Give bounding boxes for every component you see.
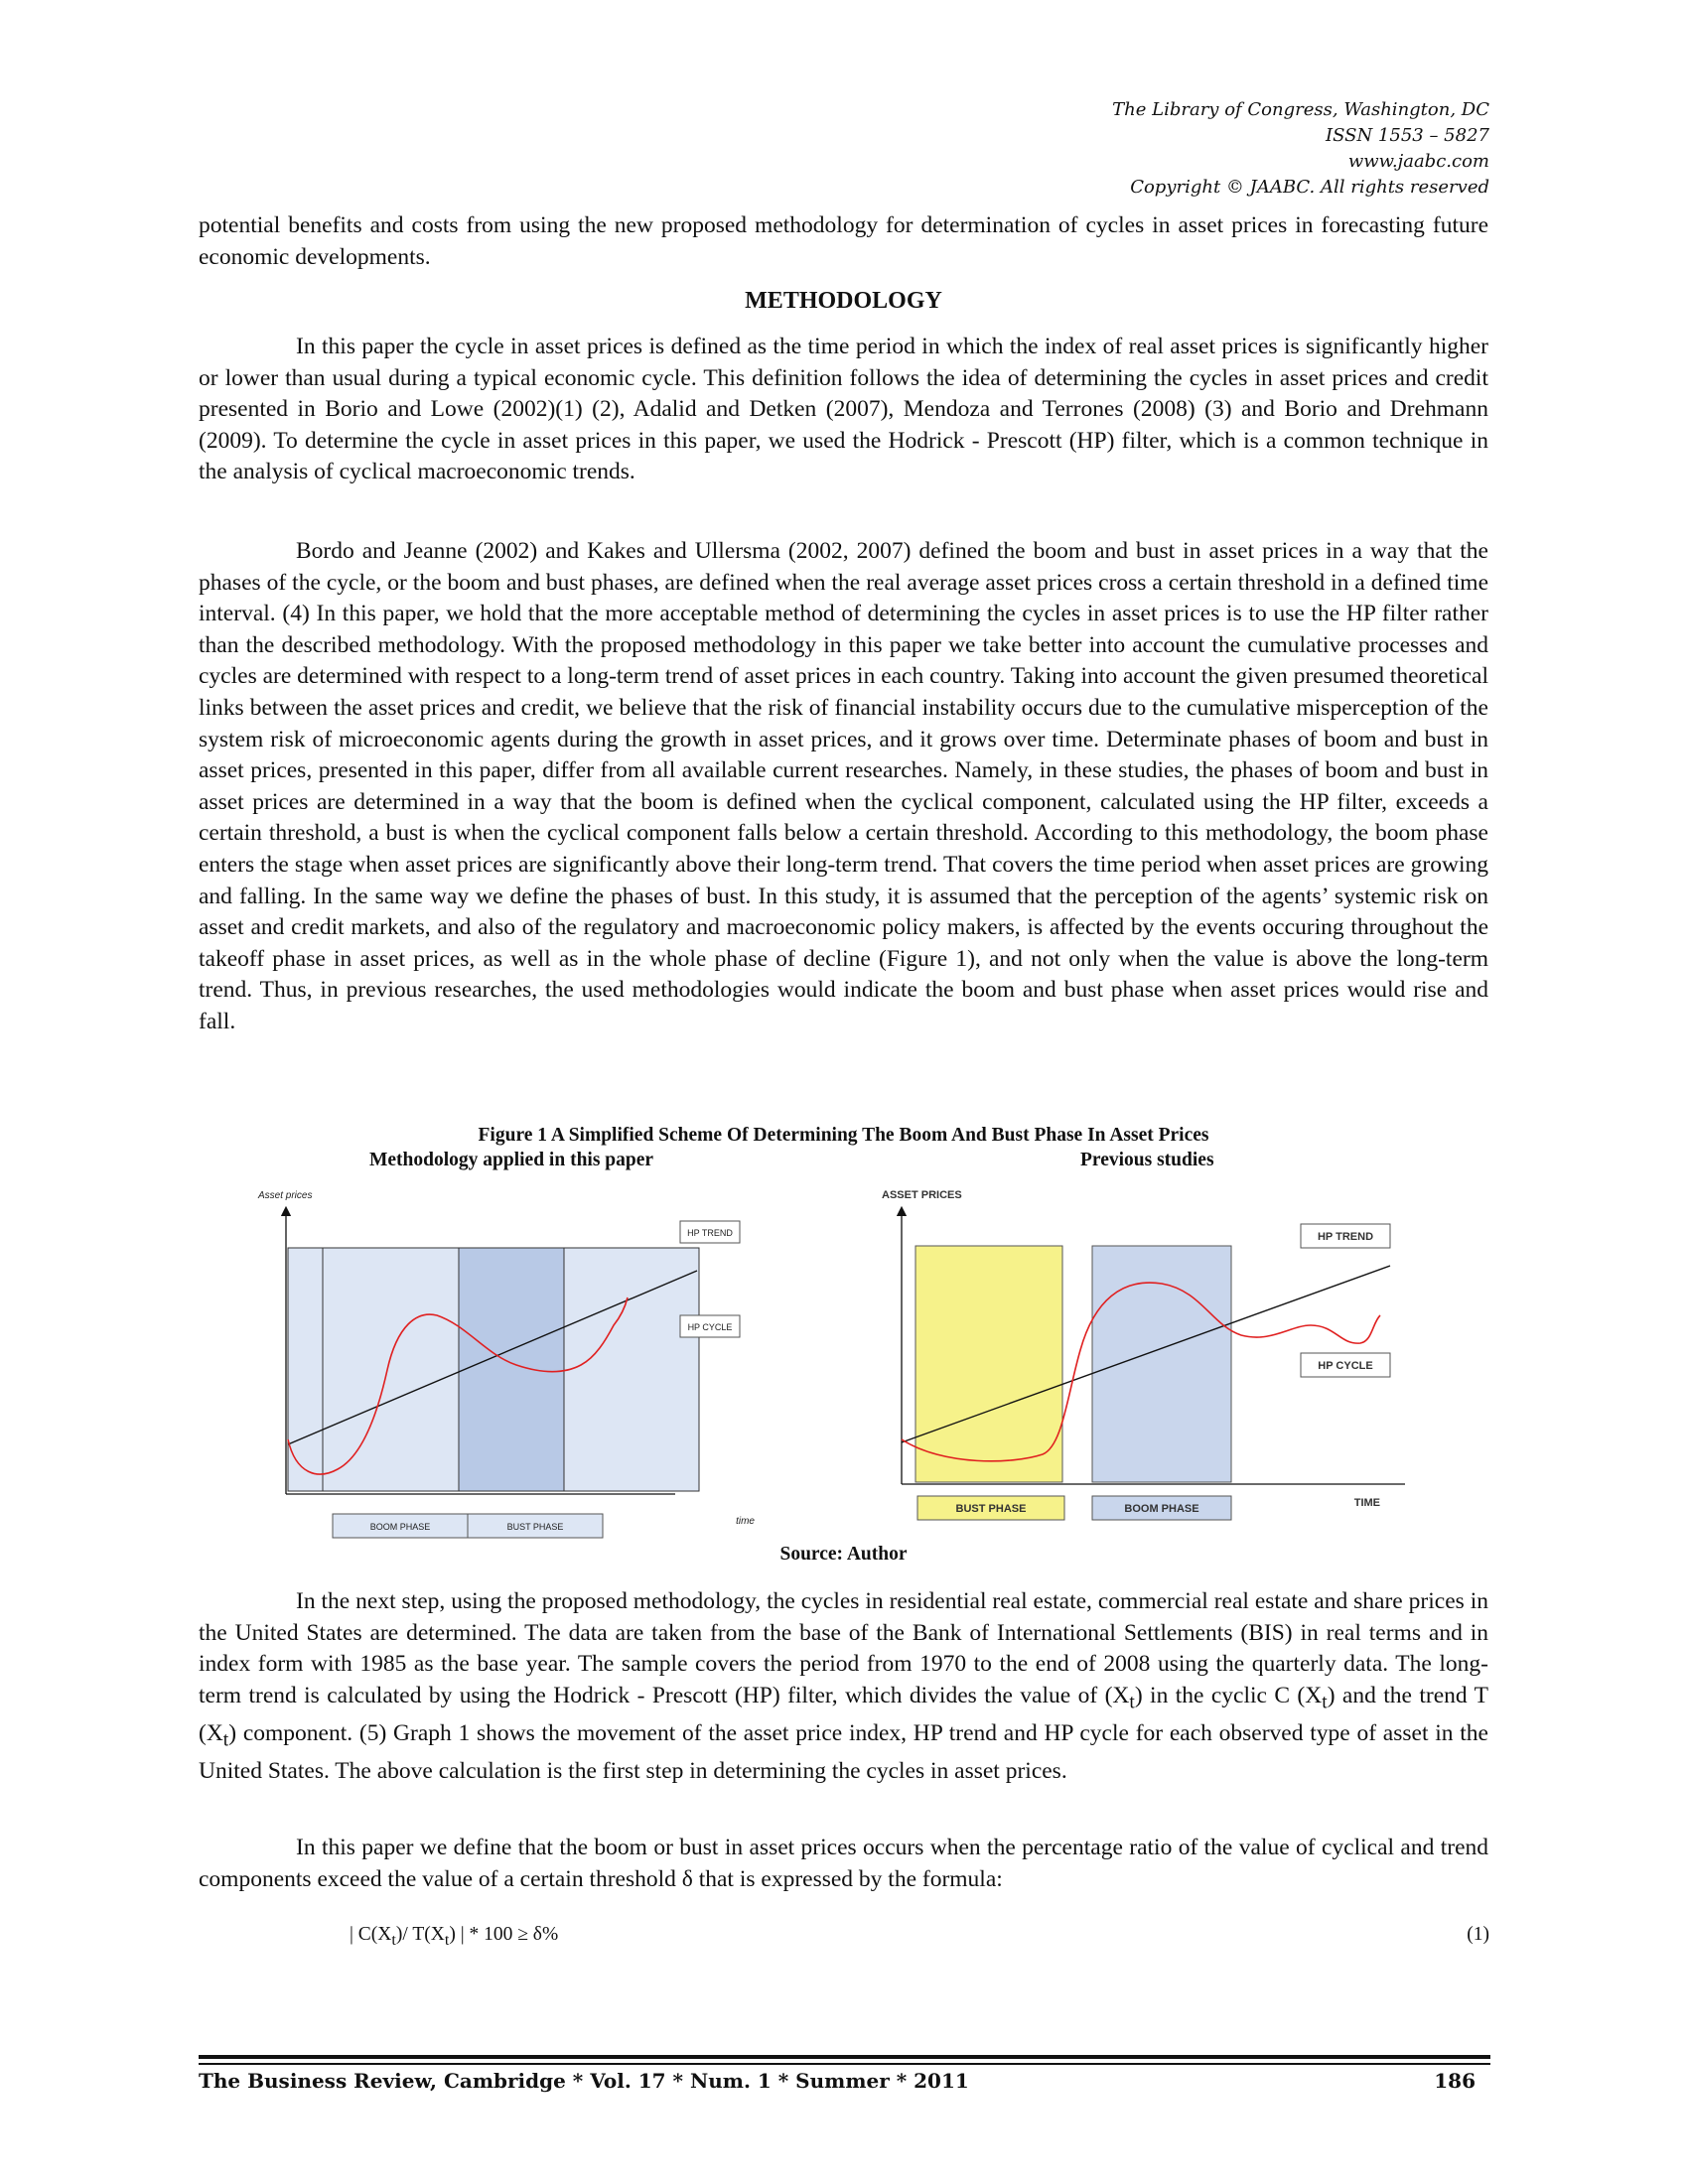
bust-region <box>459 1248 564 1491</box>
bust-phase-label: BUST PHASE <box>506 1522 564 1532</box>
section-heading: METHODOLOGY <box>745 288 942 314</box>
figure-right-panel <box>864 1176 1420 1544</box>
header-line-3: www.jaabc.com <box>1347 151 1489 172</box>
hp-trend-label: HP TREND <box>687 1228 733 1238</box>
footer-rule-thick <box>199 2055 1490 2059</box>
boom-phase-label: BOOM PHASE <box>1124 1503 1199 1515</box>
paragraph-text: In this paper we define that the boom or bust in asset prices occurs when the percentage ratio of the value of cyclical and trend components exceed the value of a certain threshold δ that is expressed by the formula: <box>199 1835 1488 1892</box>
hp-trend-label: HP TREND <box>1317 1231 1374 1243</box>
journal-header <box>1112 97 1489 201</box>
header-line-1: The Library of Congress, Washington, DC <box>1112 99 1489 120</box>
methodology-paragraph-1 <box>199 332 1488 488</box>
paragraph-text: In this paper the cycle in asset prices is defined as the time period in which the index of real asset prices is significantly higher or lower than usual during a typical economic cycle. This definition follows the idea of determining the cycles in asset prices and credit presented in Borio and Lowe (2002)(1) (2), Adalid and Detken (2007), Mendoza and Terrones (2008) (3) and Borio and Drehmann (2009). To determine the cycle in asset prices in this paper, we used the Hodrick - Prescott (HP) filter, which is a common technique in the analysis of cyclical macroeconomic trends. <box>199 334 1488 485</box>
x-axis-label: time <box>736 1516 755 1527</box>
methodology-paragraph-2 <box>199 536 1488 1038</box>
x-axis-label: TIME <box>1353 1497 1380 1509</box>
figure-title: Figure 1 A Simplified Scheme Of Determining The Boom And Bust Phase In Asset Prices <box>478 1125 1209 1146</box>
hp-cycle-label: HP CYCLE <box>687 1322 733 1332</box>
formula: | $C(X_t)/$ $T(X_t)$ | * 100 ≥ δ% <box>350 1924 559 1949</box>
footer-rule-thin <box>199 2063 1490 2065</box>
figure-source: Source: Author <box>779 1544 908 1565</box>
header-line-4: Copyright © JAABC. All rights reserved <box>1130 177 1489 198</box>
paragraph-text: Bordo and Jeanne (2002) and Kakes and Ullersma (2002, 2007) defined the boom and bust in asset prices in a way that the phases of the cycle, or the boom and bust phases, are defined when the real average asset prices cross a certain threshold in a defined time interval. (4) In this paper, we hold that the more acceptable method of determining the cycles in asset prices is to use the HP filter rather than the described methodology. With the proposed methodology in this paper we take better into account the cumulative processes and cycles are determined with respect to a long-term trend of asset prices in each country. Taking into account the given presumed theoretical links between the asset prices and credit, we believe that the risk of financial instability occurs due to the cumulative misperception of the system risk of microeconomic agents during the growth in asset prices, and it grows over time. Determinate phases of boom and bust in asset prices, presented in this paper, differ from all available current researches. Namely, in these studies, the phases of boom and bust in asset prices are determined in a way that the boom is defined when the cyclical component, calculated using the HP filter, exceeds a certain threshold, a bust is when the cyclical component falls below a certain threshold. According to this methodology, the boom phase enters the stage when asset prices are significantly above their long-term trend. That covers the time period when asset prices are growing and falling. In the same way we define the phases of bust. In this study, it is assumed that the perception of the agents’ systemic risk on asset and credit markets, and also of the regulatory and macroeconomic policy makers, is affected by the events occuring throughout the takeoff phase in asset prices, as well as in the whole phase of decline (Figure 1), and not only when the value is above the long-term trend. Thus, in previous researches, the used methodologies would indicate the boom and bust phase when asset prices would rise and fall. <box>199 538 1488 1034</box>
footer-journal: The Business Review, Cambridge * Vol. 17 * Num. 1 * Summer * 2011 <box>199 2069 969 2093</box>
equation-number: (1) <box>1467 1924 1489 1945</box>
page-number: 186 <box>1434 2069 1476 2093</box>
threshold-paragraph <box>199 1833 1488 1895</box>
data-paragraph <box>199 1586 1488 1788</box>
header-line-2: ISSN 1553 – 5827 <box>1326 125 1489 146</box>
figure-right-subtitle: Previous studies <box>1080 1150 1214 1170</box>
y-axis-label: ASSET PRICES <box>882 1189 962 1201</box>
figure-left-subtitle: Methodology applied in this paper <box>369 1150 654 1170</box>
boom-region <box>1092 1246 1231 1482</box>
y-axis-label: Asset prices <box>258 1190 313 1201</box>
hp-cycle-label: HP CYCLE <box>1318 1360 1373 1372</box>
boom-phase-label: BOOM PHASE <box>369 1522 431 1532</box>
paragraph-text: In the next step, using the proposed methodology, the cycles in residential real estate, commercial real estate and share prices in the United States are determined. The data are taken from the base of the Bank of International Settlements (BIS) in real terms and in index form with 1985 as the base year. The sample covers the period from 1970 to the end of 2008 using the quarterly data. The long-term trend is calculated by using the Hodrick - Prescott (HP) filter, which divides the value of $(X_t)$ in the cyclic C $(X_t)$ and the trend T $(X_t)$ component. (5) Graph 1 shows the movement of the asset price index, HP trend and HP cycle for each observed type of asset in the United States. The above calculation is the first step in determining the cycles in asset prices. <box>199 1588 1488 1785</box>
figure-left-panel <box>238 1176 774 1544</box>
bust-phase-label: BUST PHASE <box>955 1503 1027 1515</box>
paragraph-text: potential benefits and costs from using the new proposed methodology for determination of cycles in asset prices in forecasting future economic developments. <box>199 212 1488 270</box>
intro-paragraph-continued <box>199 210 1488 273</box>
bust-region <box>915 1246 1062 1482</box>
